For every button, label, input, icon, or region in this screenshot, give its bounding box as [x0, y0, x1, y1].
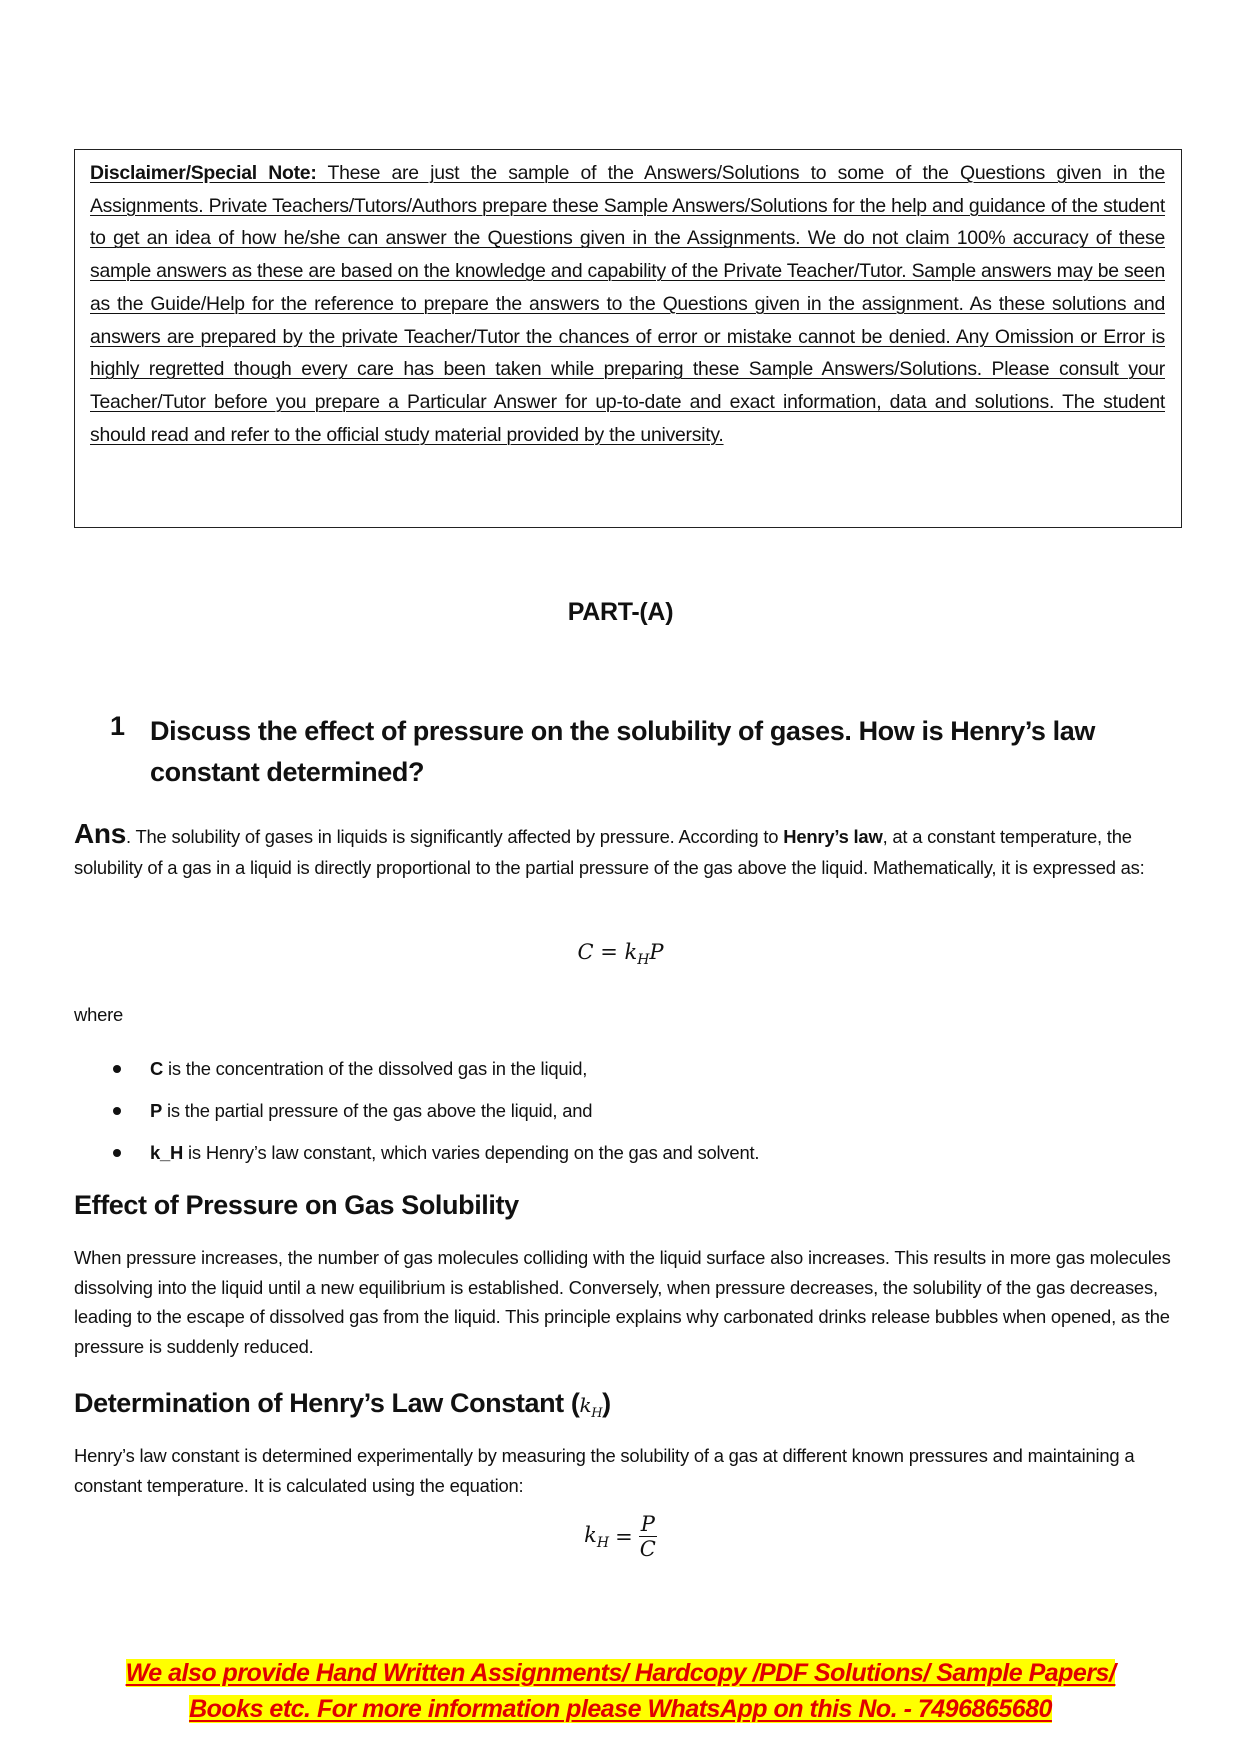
heading-text: Determination of Henry’s Law Constant ( [74, 1388, 580, 1418]
answer-intro [74, 818, 1184, 883]
fraction [639, 1512, 657, 1561]
list-item [74, 1097, 759, 1139]
list-item-text: is the partial pressure of the gas above the liquid, and [162, 1100, 593, 1121]
question-text: Discuss the effect of pressure on the solubility of gases. How is Henry’s law constant determined? [150, 716, 1095, 787]
answer-label: Ans [74, 818, 126, 849]
section-body-determination: Henry’s law constant is determined experimentally by measuring the solubility of a gas at different known pressures and maintaining a constant temperature. It is calculated using the equation: [74, 1445, 1135, 1496]
formula-kh-equals-p-over-c [0, 1512, 1241, 1561]
section-body-effect: When pressure increases, the number of gas molecules colliding with the liquid surface also increases. This results in more gas molecules dissolving into the liquid until a new equilibrium is established. Conversely, when pressure decreases, the solubility of the gas decreases, leading to the escape of dissolved gas from the liquid. This principle explains why carbonated drinks release bubbles when opened, as the pressure is suddenly reduced. [74, 1247, 1171, 1357]
definition-list [74, 1055, 759, 1181]
heading-subscript: H [591, 1406, 603, 1421]
list-item [74, 1139, 759, 1181]
formula-henrys-law [0, 940, 1241, 968]
formula-equals: = [593, 940, 625, 964]
formula-k: k [624, 940, 638, 964]
formula-rhs: P [649, 940, 664, 964]
formula-subscript: H [596, 1534, 610, 1551]
disclaimer-label: Disclaimer/Special Note: [90, 162, 317, 184]
heading-close-paren: ) [602, 1388, 611, 1418]
bullet-icon [113, 1065, 121, 1073]
list-item-term: C [150, 1058, 164, 1079]
section-heading-effect: Effect of Pressure on Gas Solubility [74, 1190, 519, 1220]
where-label: where [74, 1004, 124, 1025]
footer-promo [0, 1655, 1241, 1727]
section-heading-determination [74, 1388, 611, 1421]
formula-subscript: H [637, 952, 650, 969]
formula-k: k [584, 1522, 597, 1547]
answer-text-2: , at a constant temperature, the solubility of a gas in a liquid is directly proportional to the partial pressure of the gas above the liquid. Mathematically, it is expressed as: [74, 826, 1145, 878]
answer-text-1: . The solubility of gases in liquids is significantly affected by pressure. According to [126, 826, 784, 847]
list-item-term: P [150, 1100, 163, 1121]
fraction-numerator: P [640, 1512, 655, 1536]
heading-k: k [579, 1393, 592, 1417]
formula-lhs: C [577, 940, 594, 964]
bullet-icon [113, 1149, 121, 1157]
list-item-text: is the concentration of the dissolved gas in the liquid, [163, 1058, 588, 1079]
list-item-text: is Henry’s law constant, which varies depending on the gas and solvent. [183, 1142, 760, 1163]
part-title: PART-(A) [567, 598, 674, 626]
list-item-term: k_H [150, 1142, 184, 1163]
list-item [74, 1055, 759, 1097]
bullet-icon [113, 1107, 121, 1115]
disclaimer-body: These are just the sample of the Answers/Solutions to some of the Questions given in the Assignments. Private Teachers/Tutors/Authors prepare these Sample Answers/Solutions for the help and guidance of the student to get an idea of how he/she can answer the Questions given in the Assignments. We do not claim 100% accuracy of these sample answers as these are based on the knowledge and capability of the Private Teacher/Tutor. Sample answers may be seen as the Guide/Help for the reference to prepare the answers to the Questions given in the assignment. As these solutions and answers are prepared by the private Teacher/Tutor the chances of error or mistake cannot be denied. Any Omission or Error is highly regretted though every care has been taken while preparing these Sample Answers/Solutions. Please consult your Teacher/Tutor before you prepare a Particular Answer for up-to-date and exact information, data and solutions. The student should read and refer to the official study material provided by the university. [90, 162, 1165, 446]
fraction-denominator: C [639, 1537, 656, 1562]
disclaimer-text [90, 157, 1165, 451]
footer-line-2: Books etc. For more information please WhatsApp on this No. - 7496865680 [189, 1695, 1052, 1723]
footer-line-1: We also provide Hand Written Assignments/ Hardcopy /PDF Solutions/ Sample Papers/ [125, 1659, 1116, 1687]
disclaimer-box [74, 149, 1182, 528]
formula-equals: = [615, 1524, 633, 1549]
answer-bold-term: Henry’s law [783, 826, 883, 847]
heading-formula [579, 1393, 603, 1421]
question-number: 1 [110, 711, 126, 741]
